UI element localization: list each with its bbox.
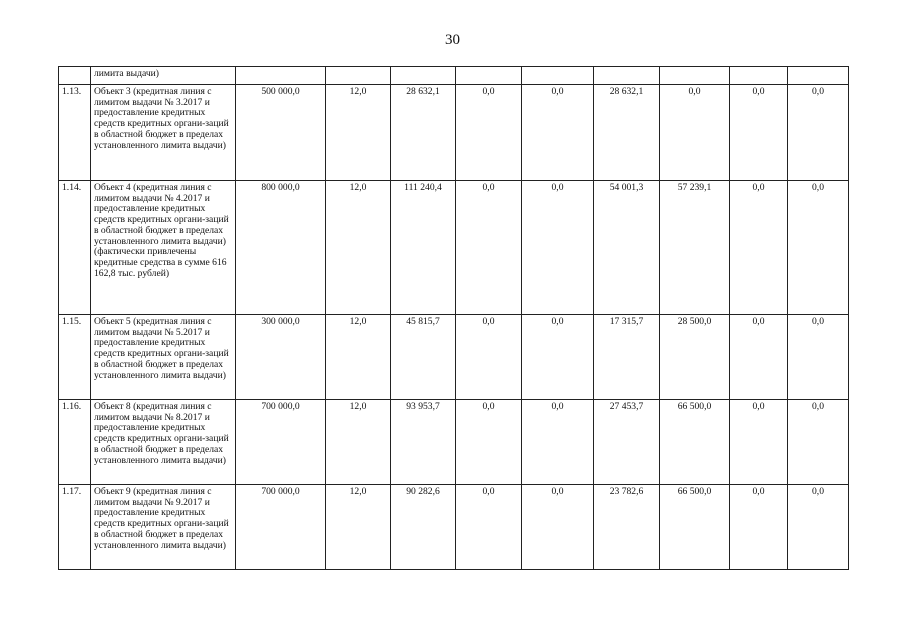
value-cell: 28 500,0	[660, 315, 730, 400]
value-cell: 0,0	[456, 181, 522, 315]
value-cell: 0,0	[522, 85, 594, 181]
object-name: Объект 4 (кредитная линия с лимитом выдачи № 4.2017 и предоставление кредитных средств кредитных органи-заций в областной бюджет в пределах установленного лимита выдачи) (фактически привлечены кредитные средства в сумме 616 162,8 тыс. рублей)	[91, 181, 236, 315]
value-cell: 0,0	[730, 400, 788, 485]
table-row	[59, 181, 849, 315]
value-cell: 800 000,0	[236, 181, 326, 315]
object-name: Объект 8 (кредитная линия с лимитом выдачи № 8.2017 и предоставление кредитных средств кредитных органи-заций в областной бюджет в пределах установленного лимита выдачи)	[91, 400, 236, 485]
value-cell: 0,0	[522, 400, 594, 485]
value-cell: 0,0	[522, 315, 594, 400]
value-cell: 300 000,0	[236, 315, 326, 400]
table-cell	[236, 67, 326, 85]
value-cell: 0,0	[788, 400, 849, 485]
table-cell-continuation: лимита выдачи)	[91, 67, 236, 85]
table-cell	[788, 67, 849, 85]
table-row	[59, 315, 849, 400]
value-cell: 0,0	[522, 181, 594, 315]
value-cell: 0,0	[730, 485, 788, 570]
value-cell: 0,0	[788, 85, 849, 181]
value-cell: 0,0	[788, 181, 849, 315]
object-name: Объект 9 (кредитная линия с лимитом выдачи № 9.2017 и предоставление кредитных средств кредитных органи-заций в областной бюджет в пределах установленного лимита выдачи)	[91, 485, 236, 570]
row-number: 1.17.	[59, 485, 91, 570]
value-cell: 0,0	[788, 485, 849, 570]
value-cell: 28 632,1	[391, 85, 456, 181]
row-number: 1.16.	[59, 400, 91, 485]
value-cell: 700 000,0	[236, 400, 326, 485]
table-cell	[326, 67, 391, 85]
value-cell: 0,0	[522, 485, 594, 570]
value-cell: 500 000,0	[236, 85, 326, 181]
value-cell: 45 815,7	[391, 315, 456, 400]
table-cell	[522, 67, 594, 85]
value-cell: 54 001,3	[594, 181, 660, 315]
value-cell: 111 240,4	[391, 181, 456, 315]
object-name: Объект 5 (кредитная линия с лимитом выдачи № 5.2017 и предоставление кредитных средств кредитных органи-заций в областной бюджет в пределах установленного лимита выдачи)	[91, 315, 236, 400]
value-cell: 12,0	[326, 181, 391, 315]
value-cell: 0,0	[788, 315, 849, 400]
row-number: 1.13.	[59, 85, 91, 181]
value-cell: 12,0	[326, 85, 391, 181]
budget-table	[58, 66, 849, 570]
table-cell	[59, 67, 91, 85]
table-cell	[391, 67, 456, 85]
row-number: 1.14.	[59, 181, 91, 315]
value-cell: 0,0	[730, 181, 788, 315]
row-number: 1.15.	[59, 315, 91, 400]
value-cell: 0,0	[456, 315, 522, 400]
table-row	[59, 485, 849, 570]
table-cell	[660, 67, 730, 85]
table-cell	[594, 67, 660, 85]
value-cell: 93 953,7	[391, 400, 456, 485]
value-cell: 0,0	[456, 85, 522, 181]
value-cell: 66 500,0	[660, 485, 730, 570]
page-number: 30	[445, 32, 460, 48]
table-row	[59, 400, 849, 485]
value-cell: 17 315,7	[594, 315, 660, 400]
value-cell: 0,0	[660, 85, 730, 181]
table-cell	[456, 67, 522, 85]
value-cell: 12,0	[326, 315, 391, 400]
value-cell: 0,0	[456, 485, 522, 570]
value-cell: 66 500,0	[660, 400, 730, 485]
table-cell	[730, 67, 788, 85]
value-cell: 700 000,0	[236, 485, 326, 570]
value-cell: 0,0	[730, 315, 788, 400]
value-cell: 57 239,1	[660, 181, 730, 315]
value-cell: 12,0	[326, 485, 391, 570]
value-cell: 0,0	[456, 400, 522, 485]
value-cell: 12,0	[326, 400, 391, 485]
value-cell: 27 453,7	[594, 400, 660, 485]
value-cell: 90 282,6	[391, 485, 456, 570]
table-row-continuation	[59, 67, 849, 85]
object-name: Объект 3 (кредитная линия с лимитом выдачи № 3.2017 и предоставление кредитных средств кредитных органи-заций в областной бюджет в пределах установленного лимита выдачи)	[91, 85, 236, 181]
value-cell: 28 632,1	[594, 85, 660, 181]
value-cell: 0,0	[730, 85, 788, 181]
table-row	[59, 85, 849, 181]
value-cell: 23 782,6	[594, 485, 660, 570]
